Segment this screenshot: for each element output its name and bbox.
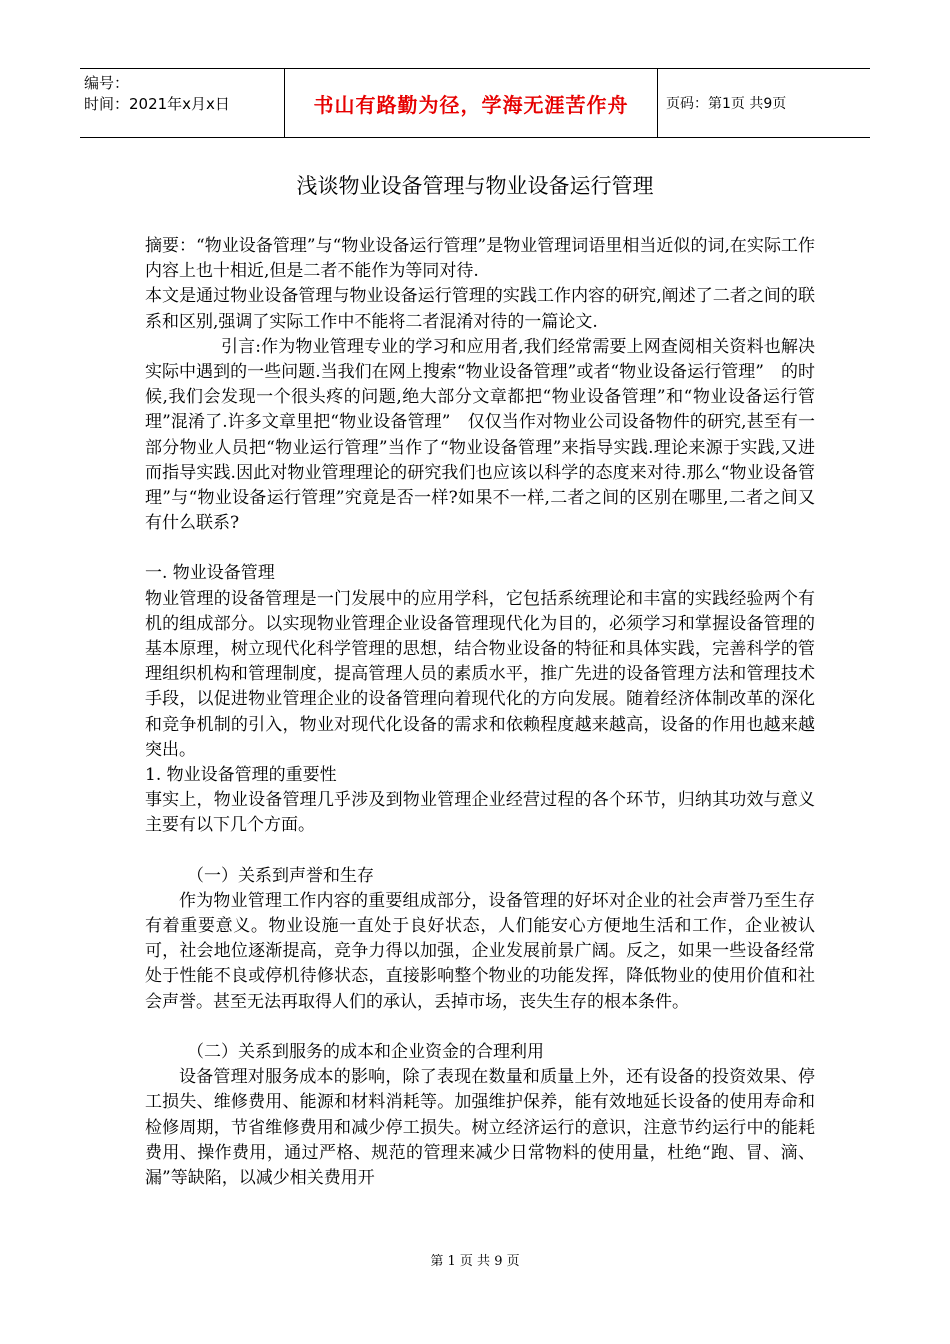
header-motto: 书山有路勤为径，学海无涯苦作舟 bbox=[285, 69, 658, 137]
document-number-label: 编号： bbox=[84, 74, 130, 92]
summary-paragraph: 本文是通过物业设备管理与物业设备运行管理的实践工作内容的研究,阐述了二者之间的联系和区别,强调了实际工作中不能将二者混淆对待的一篇论文. bbox=[145, 286, 815, 332]
subsection-heading: 1. 物业设备管理的重要性 bbox=[145, 765, 337, 786]
body-paragraph: 物业管理的设备管理是一门发展中的应用学科，它包括系统理论和丰富的实践经验两个有机的组成部分。以实现物业管理企业设备管理现代化为目的，必须学习和掌握设备管理的基本原理，树立现代化科学管理的思想，结合物业设备的特征和具体实践，完善科学的管理组织机构和管理制度，提高管理人员的素质水平，推广先进的设备管理方法和管理技术手段，以促进物业管理企业的设备管理向着现代化的方向发展。随着经济体制改革的深化和竞争机制的引入，物业对现代化设备的需求和依赖程度越来越高，设备的作用也越来越突出。 bbox=[145, 588, 815, 760]
body-paragraph: 设备管理对服务成本的影响，除了表现在数量和质量上外，还有设备的投资效果、停工损失、维修费用、能源和材料消耗等。加强维护保养，能有效地延长设备的使用寿命和检修周期，节省维修费用和减少停工损失。树立经济运行的意识，注意节约运行中的能耗费用、操作费用，通过严格、规范的管理来减少日常物料的使用量，杜绝“跑、冒、滴、漏”等缺陷，以减少相关费用开 bbox=[145, 1067, 815, 1188]
section-heading: 一. 物业设备管理 bbox=[145, 563, 275, 584]
subsection-heading: （一）关系到声誉和生存 bbox=[187, 865, 374, 886]
header-page-info: 页码：第1页 共9页 bbox=[666, 96, 787, 112]
document-title: 浅谈物业设备管理与物业设备运行管理 bbox=[296, 174, 654, 198]
introduction-paragraph: 引言:作为物业管理专业的学习和应用者,我们经常需要上网查阅相关资料也解决实际中遇到的一些问题.当我们在网上搜索“物业设备管理”或者“物业设备运行管理” 的时候,我们会发现一个很头疼的问题,绝大部分文章都把“物业设备管理”和“物业设备运行管理”混淆了.许多文章里把“物业设备管理” 仅仅当作对物业公司设备物件的研究,甚至有一部分物业人员把“物业运行管理”当作了“物业设备管理”来指导实践.理论来源于实践,又进而指导实践.因此对物业管理理论的研究我们也应该以科学的态度来对待.那么“物业设备管理”与“物业设备运行管理”究竟是否一样?如果不一样,二者之间的区别在哪里,二者之间又有什么联系? bbox=[145, 336, 815, 534]
subsection-heading: （二）关系到服务的成本和企业资金的合理利用 bbox=[187, 1041, 544, 1062]
header-meta bbox=[80, 69, 285, 137]
body-paragraph: 事实上，物业设备管理几乎涉及到物业管理企业经营过程的各个环节，归纳其功效与意义主要有以下几个方面。 bbox=[145, 790, 815, 836]
header-table bbox=[80, 68, 870, 138]
abstract-paragraph: 摘要：“物业设备管理”与“物业设备运行管理”是物业管理词语里相当近似的词,在实际工作内容上也十相近,但是二者不能作为等同对待. bbox=[145, 236, 815, 282]
body-paragraph: 作为物业管理工作内容的重要组成部分，设备管理的好坏对企业的社会声誉乃至生存有着重要意义。物业设施一直处于良好状态，人们能安心方便地生活和工作，企业被认可，社会地位逐渐提高，竞争力得以加强，企业发展前景广阔。反之，如果一些设备经常处于性能不良或停机待修状态，直接影响整个物业的功能发挥，降低物业的使用价值和社会声誉。甚至无法再取得人们的承认，丢掉市场，丧失生存的根本条件。 bbox=[145, 890, 815, 1012]
document-date: 时间：2021年x月x日 bbox=[84, 95, 230, 113]
document-body bbox=[145, 234, 815, 1191]
page-footer: 第 1 页 共 9 页 bbox=[430, 1254, 520, 1269]
